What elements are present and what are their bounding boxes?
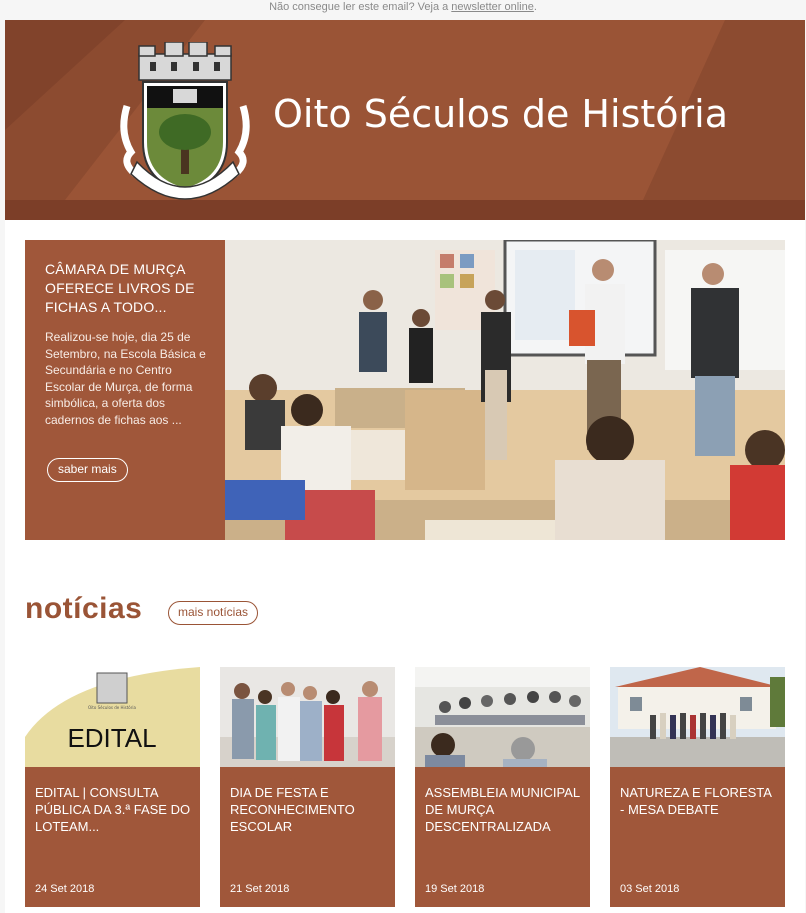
saber-mais-button[interactable]: saber mais	[47, 458, 128, 482]
edital-thumb-label: EDITAL	[67, 723, 157, 753]
news-card-title[interactable]: NATUREZA E FLORESTA - MESA DEBATE	[620, 785, 772, 817]
news-card-title[interactable]: DIA DE FESTA E RECONHECIMENTO ESCOLAR	[230, 785, 355, 834]
edital-thumb-caption: Oito Séculos de História	[88, 705, 136, 710]
news-card-date: 21 Set 2018	[230, 883, 290, 895]
featured-article-title[interactable]: CÂMARA DE MURÇA OFERECE LIVROS DE FICHAS A TODO...	[45, 261, 195, 315]
header-bottom-stripe	[5, 200, 805, 220]
news-heading: notícias	[25, 592, 143, 625]
news-card[interactable]	[25, 667, 200, 907]
email-preheader	[0, 0, 806, 20]
newsletter-header	[5, 20, 805, 220]
preheader-text: Não consegue ler este email? Veja a	[269, 1, 449, 13]
news-card-date: 24 Set 2018	[35, 883, 95, 895]
news-card[interactable]	[220, 667, 395, 907]
news-thumbnail-edital	[25, 667, 200, 767]
vila-de-murca-crest-icon	[117, 42, 253, 204]
news-card-title[interactable]: EDITAL | CONSULTA PÚBLICA DA 3.ª FASE DO LOTEAM...	[35, 785, 191, 834]
newsletter-card	[5, 20, 805, 913]
mais-noticias-button[interactable]: mais notícias	[168, 601, 258, 625]
newsletter-online-link[interactable]: newsletter online	[451, 1, 534, 13]
news-thumbnail-photo	[610, 667, 785, 767]
news-thumbnail-photo	[220, 667, 395, 767]
news-thumbnail-photo	[415, 667, 590, 767]
featured-article-summary: Realizou-se hoje, dia 25 de Setembro, na Escola Básica e Secundária e no Centro Escolar de Murça, de forma simbólica, a oferta dos cadernos de fichas aos ...	[45, 330, 206, 427]
preheader-suffix: .	[533, 1, 537, 13]
featured-article-text	[25, 240, 225, 540]
featured-article	[25, 240, 785, 540]
featured-article-photo[interactable]	[225, 240, 785, 540]
news-card[interactable]	[610, 667, 785, 907]
news-card-date: 19 Set 2018	[425, 883, 485, 895]
header-title: Oito Séculos de História	[273, 92, 728, 136]
news-grid	[25, 667, 785, 907]
news-card[interactable]	[415, 667, 590, 907]
news-card-title[interactable]: ASSEMBLEIA MUNICIPAL DE MURÇA DESCENTRALIZADA	[425, 785, 580, 834]
news-card-date: 03 Set 2018	[620, 883, 680, 895]
